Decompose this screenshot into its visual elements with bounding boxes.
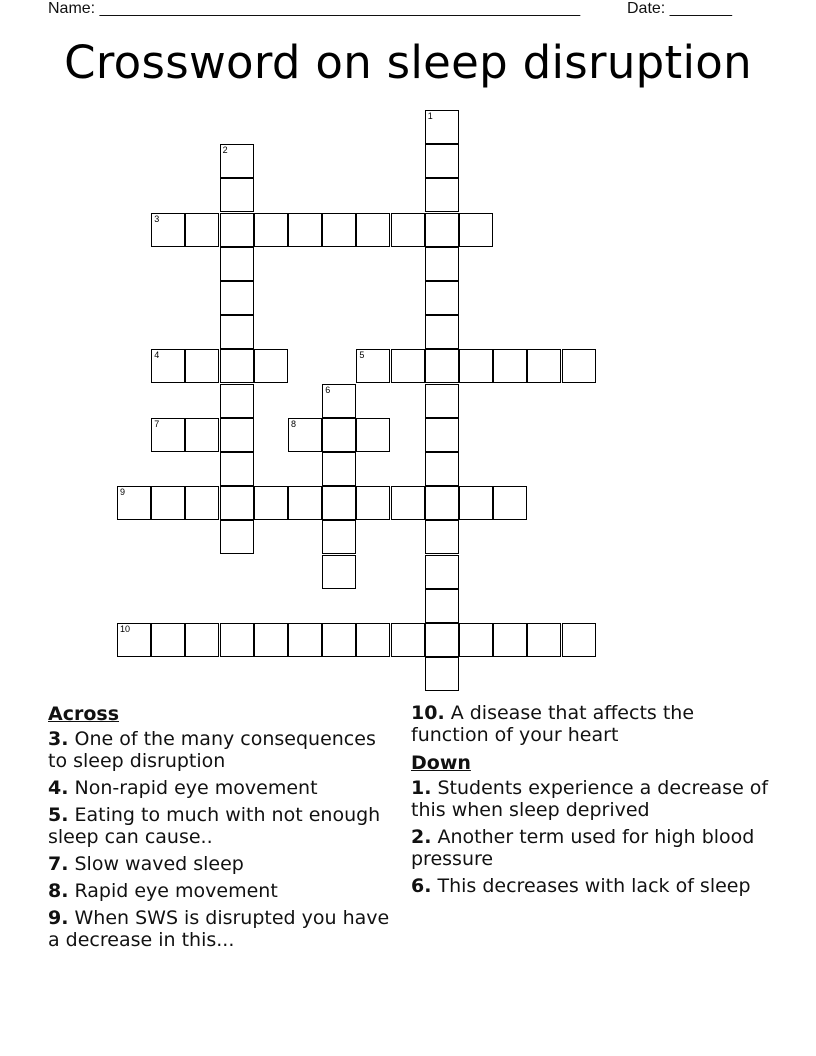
clue-text: Non-rapid eye movement	[68, 777, 318, 799]
grid-cell[interactable]	[220, 486, 254, 520]
across-heading: Across	[48, 703, 120, 725]
name-field-label: Name: ______________________________________________________	[48, 0, 581, 17]
cell-number: 9	[120, 487, 126, 498]
grid-cell[interactable]	[391, 349, 425, 383]
down-heading: Down	[411, 752, 471, 774]
grid-cell[interactable]	[459, 213, 493, 247]
grid-cell[interactable]	[185, 213, 219, 247]
grid-cell[interactable]	[322, 486, 356, 520]
grid-cell[interactable]	[425, 555, 459, 589]
grid-cell[interactable]	[288, 623, 322, 657]
clue-across-7	[48, 853, 398, 875]
grid-cell[interactable]	[220, 247, 254, 281]
clue-text: Eating to much with not enough sleep can cause..	[48, 804, 381, 848]
grid-cell[interactable]	[220, 213, 254, 247]
grid-cell[interactable]	[391, 623, 425, 657]
cell-number: 5	[359, 350, 365, 361]
grid-cell[interactable]	[185, 486, 219, 520]
grid-cell[interactable]	[391, 486, 425, 520]
grid-cell[interactable]	[562, 623, 596, 657]
grid-cell[interactable]	[220, 349, 254, 383]
grid-cell[interactable]	[322, 418, 356, 452]
date-field-label: Date: _______	[627, 0, 732, 17]
clue-across-9	[48, 907, 398, 951]
grid-cell[interactable]	[425, 247, 459, 281]
grid-cell[interactable]	[220, 281, 254, 315]
grid-cell[interactable]	[185, 623, 219, 657]
grid-cell[interactable]	[185, 349, 219, 383]
grid-cell[interactable]	[151, 486, 185, 520]
clue-number: 6.	[411, 875, 432, 897]
grid-cell[interactable]	[220, 178, 254, 212]
grid-cell[interactable]	[288, 213, 322, 247]
grid-cell[interactable]	[425, 486, 459, 520]
grid-cell[interactable]	[356, 213, 390, 247]
clue-number: 10.	[411, 702, 445, 724]
grid-cell[interactable]	[356, 623, 390, 657]
clue-down-6	[411, 875, 771, 897]
grid-cell[interactable]	[425, 178, 459, 212]
grid-cell[interactable]	[493, 623, 527, 657]
grid-cell[interactable]	[425, 110, 459, 144]
grid-cell[interactable]	[220, 384, 254, 418]
grid-cell[interactable]	[356, 349, 390, 383]
cell-number: 6	[325, 384, 331, 395]
clue-text: This decreases with lack of sleep	[431, 875, 751, 897]
clue-across-8	[48, 880, 398, 902]
grid-cell[interactable]	[459, 349, 493, 383]
clue-number: 4.	[48, 777, 69, 799]
cell-number: 10	[120, 624, 131, 634]
grid-cell[interactable]	[220, 144, 254, 178]
clue-number: 5.	[48, 804, 69, 826]
clue-across-10	[411, 702, 771, 746]
grid-cell[interactable]	[493, 349, 527, 383]
grid-cell[interactable]	[527, 349, 561, 383]
grid-cell[interactable]	[220, 418, 254, 452]
clue-number: 2.	[411, 826, 432, 848]
clue-number: 8.	[48, 880, 69, 902]
cell-number: 3	[154, 213, 160, 224]
grid-cell[interactable]	[425, 315, 459, 349]
grid-cell[interactable]	[117, 623, 151, 657]
grid-cell[interactable]	[185, 418, 219, 452]
grid-cell[interactable]	[425, 452, 459, 486]
clue-text: Rapid eye movement	[68, 880, 278, 902]
clue-across-5	[48, 804, 398, 848]
grid-cell[interactable]	[254, 486, 288, 520]
grid-cell[interactable]	[254, 349, 288, 383]
grid-cell[interactable]	[288, 486, 322, 520]
grid-cell[interactable]	[151, 349, 185, 383]
grid-cell[interactable]	[459, 623, 493, 657]
grid-cell[interactable]	[425, 589, 459, 623]
grid-cell[interactable]	[425, 384, 459, 418]
grid-cell[interactable]	[322, 452, 356, 486]
grid-cell[interactable]	[425, 520, 459, 554]
grid-cell[interactable]	[493, 486, 527, 520]
clue-text: One of the many consequences to sleep disruption	[48, 728, 376, 772]
grid-cell[interactable]	[425, 213, 459, 247]
grid-cell[interactable]	[425, 623, 459, 657]
cell-number: 2	[222, 145, 228, 156]
cell-number: 4	[154, 350, 160, 361]
grid-cell[interactable]	[151, 213, 185, 247]
clues-column-left	[48, 702, 398, 956]
clue-down-2	[411, 826, 771, 870]
grid-cell[interactable]	[322, 623, 356, 657]
grid-cell[interactable]	[117, 486, 151, 520]
cell-number: 7	[154, 418, 160, 429]
grid-cell[interactable]	[220, 315, 254, 349]
grid-cell[interactable]	[151, 418, 185, 452]
clue-text: Students experience a decrease of this when sleep deprived	[411, 777, 769, 821]
grid-cell[interactable]	[425, 657, 459, 691]
cell-number: 8	[291, 418, 297, 429]
grid-cell[interactable]	[425, 144, 459, 178]
clue-text: Slow waved sleep	[68, 853, 244, 875]
grid-cell[interactable]	[356, 486, 390, 520]
clue-number: 7.	[48, 853, 69, 875]
grid-cell[interactable]	[322, 213, 356, 247]
clues-column-right	[411, 702, 771, 902]
grid-cell[interactable]	[459, 486, 493, 520]
grid-cell[interactable]	[322, 384, 356, 418]
clue-text: Another term used for high blood pressure	[411, 826, 755, 870]
grid-cell[interactable]	[220, 452, 254, 486]
clue-across-4	[48, 777, 398, 799]
page-title: Crossword on sleep disruption	[64, 36, 752, 89]
clue-number: 3.	[48, 728, 69, 750]
grid-cell[interactable]	[254, 213, 288, 247]
grid-cell[interactable]	[220, 520, 254, 554]
clue-down-1	[411, 777, 771, 821]
clue-text: A disease that affects the function of your heart	[411, 702, 695, 746]
grid-cell[interactable]	[322, 520, 356, 554]
grid-cell[interactable]	[425, 281, 459, 315]
grid-cell[interactable]	[425, 418, 459, 452]
grid-cell[interactable]	[391, 213, 425, 247]
grid-cell[interactable]	[254, 623, 288, 657]
grid-cell[interactable]	[220, 623, 254, 657]
grid-cell[interactable]	[425, 349, 459, 383]
clue-number: 1.	[411, 777, 432, 799]
clue-number: 9.	[48, 907, 69, 929]
clue-across-3	[48, 728, 398, 772]
grid-cell[interactable]	[562, 349, 596, 383]
grid-cell[interactable]	[151, 623, 185, 657]
grid-cell[interactable]	[527, 623, 561, 657]
grid-cell[interactable]	[356, 418, 390, 452]
clue-text: When SWS is disrupted you have a decrease in this...	[48, 907, 390, 951]
cell-number: 1	[427, 111, 433, 121]
grid-cell[interactable]	[322, 555, 356, 589]
grid-cell[interactable]	[288, 418, 322, 452]
